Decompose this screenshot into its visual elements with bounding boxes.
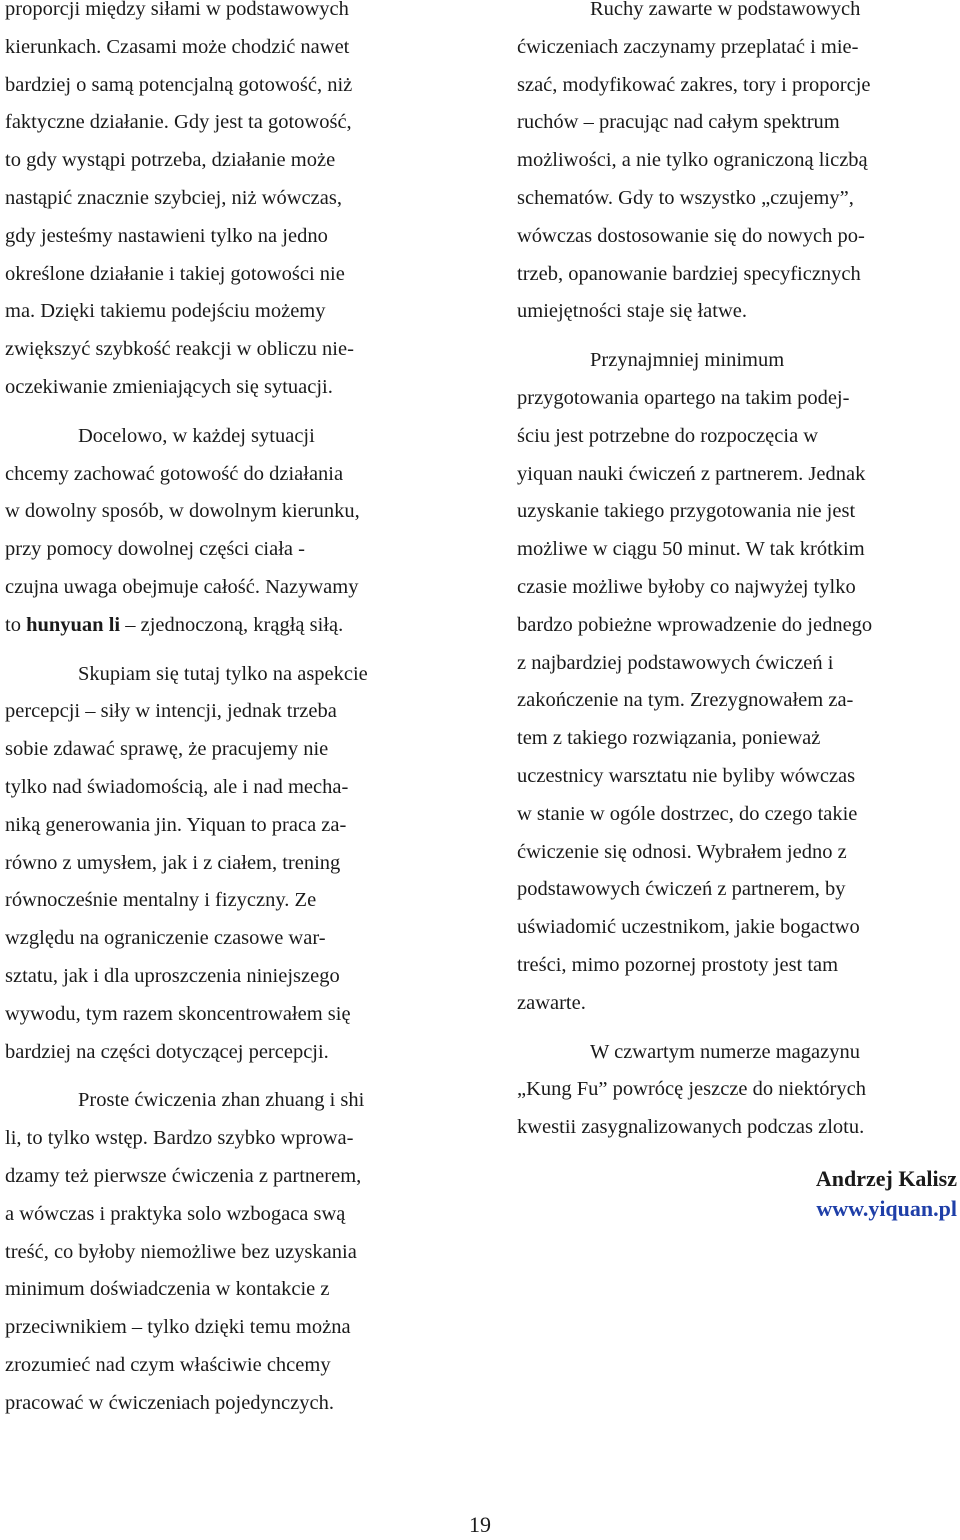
text-line: „Kung Fu” powrócę jeszcze do niektórych <box>517 1078 866 1101</box>
text-line: to gdy wystąpi potrzeba, działanie może <box>5 149 336 172</box>
text-line: względu na ograniczenie czasowe war- <box>5 927 326 950</box>
text-line: yiquan nauki ćwiczeń z partnerem. Jednak <box>517 462 866 485</box>
text-line: ma. Dzięki takiemu podejściu możemy <box>5 300 326 323</box>
right-paragraph-3 <box>517 1034 957 1147</box>
text-line: czasie możliwe byłoby co najwyżej tylko <box>517 575 856 598</box>
text-line: możliwości, a nie tylko ograniczoną liczbą <box>517 149 868 172</box>
text-line: w dowolny sposób, w dowolnym kierunku, <box>5 500 360 523</box>
text-line: ćwiczenie się odnosi. Wybrałem jedno z <box>517 840 847 863</box>
text-line: gdy jesteśmy nastawieni tylko na jedno <box>5 224 328 247</box>
text-line: uświadomić uczestnikom, jakie bogactwo <box>517 916 860 939</box>
author-name: Andrzej Kalisz <box>815 1166 957 1191</box>
text-line: przy pomocy dowolnej części ciała - <box>5 538 305 561</box>
text-line: dzamy też pierwsze ćwiczenia z partnerem, <box>5 1164 362 1187</box>
text-line: zrozumieć nad czym właściwie chcemy <box>5 1353 331 1376</box>
text-line: zwiększyć szybkość reakcji w obliczu nie- <box>5 338 354 361</box>
text-line: Przynajmniej minimum <box>590 349 785 372</box>
text-line: Ruchy zawarte w podstawowych <box>590 0 861 20</box>
text-line: a wówczas i praktyka solo wzbogaca swą <box>5 1202 346 1225</box>
text-line: zakończenie na tym. Zrezygnowałem za- <box>517 689 854 712</box>
text-line: sobie zdawać sprawę, że pracujemy nie <box>5 738 329 761</box>
text-line: umiejętności staje się łatwe. <box>517 300 747 323</box>
text-line: możliwe w ciągu 50 minut. W tak krótkim <box>517 538 865 561</box>
text-line: uzyskanie takiego przygotowania nie jest <box>517 500 856 523</box>
text-line: li, to tylko wstęp. Bardzo szybko wprowa- <box>5 1127 354 1150</box>
text-line: równocześnie mentalny i fizyczny. Ze <box>5 889 317 912</box>
text-line: treść, co byłoby niemożliwe bez uzyskania <box>5 1240 357 1263</box>
text-line: chcemy zachować gotowość do działania <box>5 462 344 485</box>
text-line: określone działanie i takiej gotowości nie <box>5 262 345 285</box>
text-line: tylko nad świadomością, ale i nad mecha- <box>5 775 349 798</box>
text-line: zawarte. <box>517 991 586 1014</box>
text-line: pracować w ćwiczeniach pojedynczych. <box>5 1391 334 1414</box>
text-line: W czwartym numerze magazynu <box>590 1040 860 1063</box>
text-line: wywodu, tym razem skoncentrowałem się <box>5 1002 351 1025</box>
text-line: Docelowo, w każdej sytuacji <box>78 424 315 447</box>
text-line: szać, modyfikować zakres, tory i proporcje <box>517 73 871 96</box>
page-number: 19 <box>469 1512 491 1537</box>
text-line: w stanie w ogóle dostrzec, do czego takie <box>517 802 858 825</box>
left-paragraph-2 <box>5 418 445 645</box>
text-line: sztatu, jak i dla uproszczenia niniejszego <box>5 964 340 987</box>
text-fragment: – zjednoczoną, krągłą siłą. <box>120 613 344 636</box>
text-line: podstawowych ćwiczeń z partnerem, by <box>517 878 846 901</box>
text-line: treści, mimo pozornej prostoty jest tam <box>517 953 839 976</box>
text-line <box>5 607 445 645</box>
left-paragraph-4 <box>5 1082 445 1422</box>
text-line: tem z takiego rozwiązania, ponieważ <box>517 727 821 750</box>
term-hunyuan-li: hunyuan li <box>26 613 121 636</box>
text-line: ściu jest potrzebne do rozpoczęcia w <box>517 424 819 447</box>
text-line: percepcji – siły w intencji, jednak trzeba <box>5 700 337 723</box>
text-line: Proste ćwiczenia zhan zhuang i shi <box>78 1089 365 1112</box>
text-line: przygotowania opartego na takim podej- <box>517 386 850 409</box>
text-fragment: to <box>5 613 27 636</box>
text-line: bardzo pobieżne wprowadzenie do jednego <box>517 613 873 636</box>
text-line: minimum doświadczenia w kontakcie z <box>5 1278 330 1301</box>
text-line: z najbardziej podstawowych ćwiczeń i <box>517 651 834 674</box>
right-paragraph-1 <box>517 0 957 331</box>
text-line: faktyczne działanie. Gdy jest ta gotowość, <box>5 111 352 134</box>
right-paragraph-2 <box>517 342 957 1022</box>
right-column <box>517 0 957 1147</box>
text-line: niką generowania jin. Yiquan to praca za- <box>5 813 347 836</box>
text-line: ruchów – pracując nad całym spektrum <box>517 111 840 134</box>
text-line: bardziej na części dotyczącej percepcji. <box>5 1040 329 1063</box>
left-column <box>5 0 445 1422</box>
text-line: kierunkach. Czasami może chodzić nawet <box>5 35 350 58</box>
text-line: nastąpić znacznie szybciej, niż wówczas, <box>5 186 342 209</box>
text-line: wówczas dostosowanie się do nowych po- <box>517 224 865 247</box>
author-website-link[interactable]: www.yiquan.pl <box>816 1196 957 1221</box>
text-line: równo z umysłem, jak i z ciałem, trening <box>5 851 341 874</box>
text-line: Skupiam się tutaj tylko na aspekcie <box>78 662 368 685</box>
text-line: proporcji między siłami w podstawowych <box>5 0 349 20</box>
text-line: kwestii zasygnalizowanych podczas zlotu. <box>517 1116 865 1139</box>
left-paragraph-3 <box>5 656 445 1072</box>
left-paragraph-1 <box>5 0 445 407</box>
text-line: uczestnicy warsztatu nie byliby wówczas <box>517 764 856 787</box>
text-line: trzeb, opanowanie bardziej specyficznych <box>517 262 861 285</box>
text-line: bardziej o samą potencjalną gotowość, niż <box>5 73 353 96</box>
author-signature <box>700 1164 957 1224</box>
text-line: schematów. Gdy to wszystko „czujemy”, <box>517 186 854 209</box>
text-line: czujna uwaga obejmuje całość. Nazywamy <box>5 575 359 598</box>
text-line: oczekiwanie zmieniających się sytuacji. <box>5 375 333 398</box>
text-line: ćwiczeniach zaczynamy przeplatać i mie- <box>517 35 859 58</box>
text-line: przeciwnikiem – tylko dzięki temu można <box>5 1316 351 1339</box>
